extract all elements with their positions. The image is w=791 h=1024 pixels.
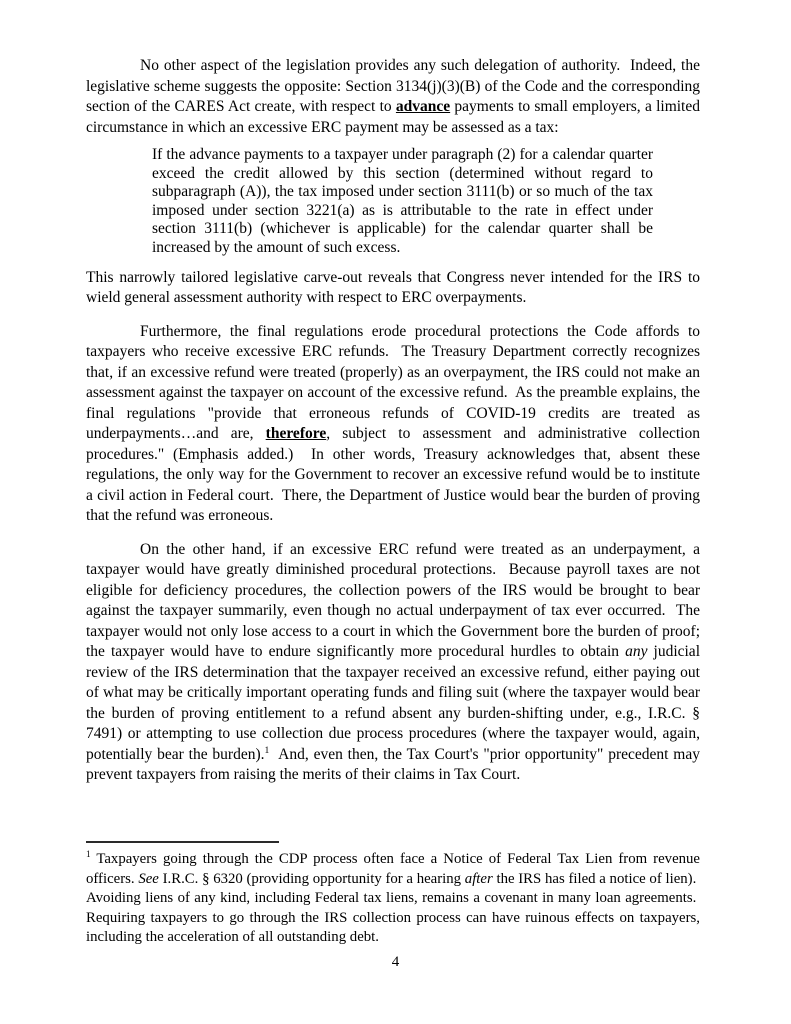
block-quote-statute-excerpt: If the advance payments to a taxpayer under paragraph (2) for a calendar quarter exceed the credit allowed by this section (determined without regard to subparagraph (A)), the tax imposed under section 3111(b) or so much of the tax imposed under section 3221(a) as is attributable to the rate in effect under section 3111(b) (whichever is applicable) for the calendar quarter shall be increased by the amount of such excess. [152,146,653,256]
paragraph-underpayment-consequences: On the other hand, if an excessive ERC refund were treated as an underpayment, a taxpayer would have greatly diminished procedural protections. Because payroll taxes are not eligible for deficiency procedures, the collection powers of the IRS would be brought to bear against the taxpayer summarily, even though no actual underpayment of tax ever occurred. The taxpayer would not only lose access to a court in which the Government bore the burden of proof; the taxpayer would have to endure significantly more procedural hurdles to obtain any judicial review of the IRS determination that the taxpayer received an excessive refund, either paying out of what may be critically important operating funds and filing suit (where the taxpayer would bear the burden of proving entitlement to a refund absent any burden-shifting under, e.g., I.R.C. § 7491) or attempting to use collection due process procedures (where the taxpayer would, again, potentially bear the burden).$^1$ And, even then, the Tax Court's "prior opportunity" precedent may prevent taxpayers from raising the merits of their claims in Tax Court. [86,540,700,784]
page-number: 4 [391,954,400,970]
paragraph-furthermore-regulations: Furthermore, the final regulations erode procedural protections the Code affords to taxpayers who receive excessive ERC refunds. The Treasury Department correctly recognizes that, if an excessive refund were treated (properly) as an overpayment, the IRS could not make an assessment against the taxpayer on account of the excessive refund. As the preamble explains, the final regulations "provide that erroneous refunds of COVID-19 credits are treated as underpayments…and are, therefore, subject to assessment and administrative collection procedures." (Emphasis added.) In other words, Treasury acknowledges that, absent these regulations, the only way for the Government to recover an excessive refund would be to institute a civil action in Federal court. There, the Department of Justice would bear the burden of proving that the refund was erroneous. [86,322,700,525]
paragraph-delegation-of-authority: No other aspect of the legislation provides any such delegation of authority. Indeed, the legislative scheme suggests the opposite: Section 3134(j)(3)(B) of the Code and the corresponding section of the CARES Act create, with respect to advance payments to small employers, a limited circumstance in which an excessive ERC payment may be assessed as a tax: [86,57,700,136]
footnote-separator-rule [86,841,279,843]
page-body-text [86,56,700,786]
footnote-area [86,834,700,948]
paragraph-carve-out: This narrowly tailored legislative carve-out reveals that Congress never intended for the IRS to wield general assessment authority with respect to ERC overpayments. [86,268,700,307]
footnote-1: $^1$ Taxpayers going through the CDP process often face a Notice of Federal Tax Lien from revenue officers. See I.R.C. § 6320 (providing opportunity for a hearing after the IRS has filed a notice of lien). Avoiding liens of any kind, including Federal tax liens, remains a covenant in many loan agreements. Requiring taxpayers to go through the IRS collection process can have ruinous effects on taxpayers, including the acceleration of all outstanding debt. [86,849,700,945]
